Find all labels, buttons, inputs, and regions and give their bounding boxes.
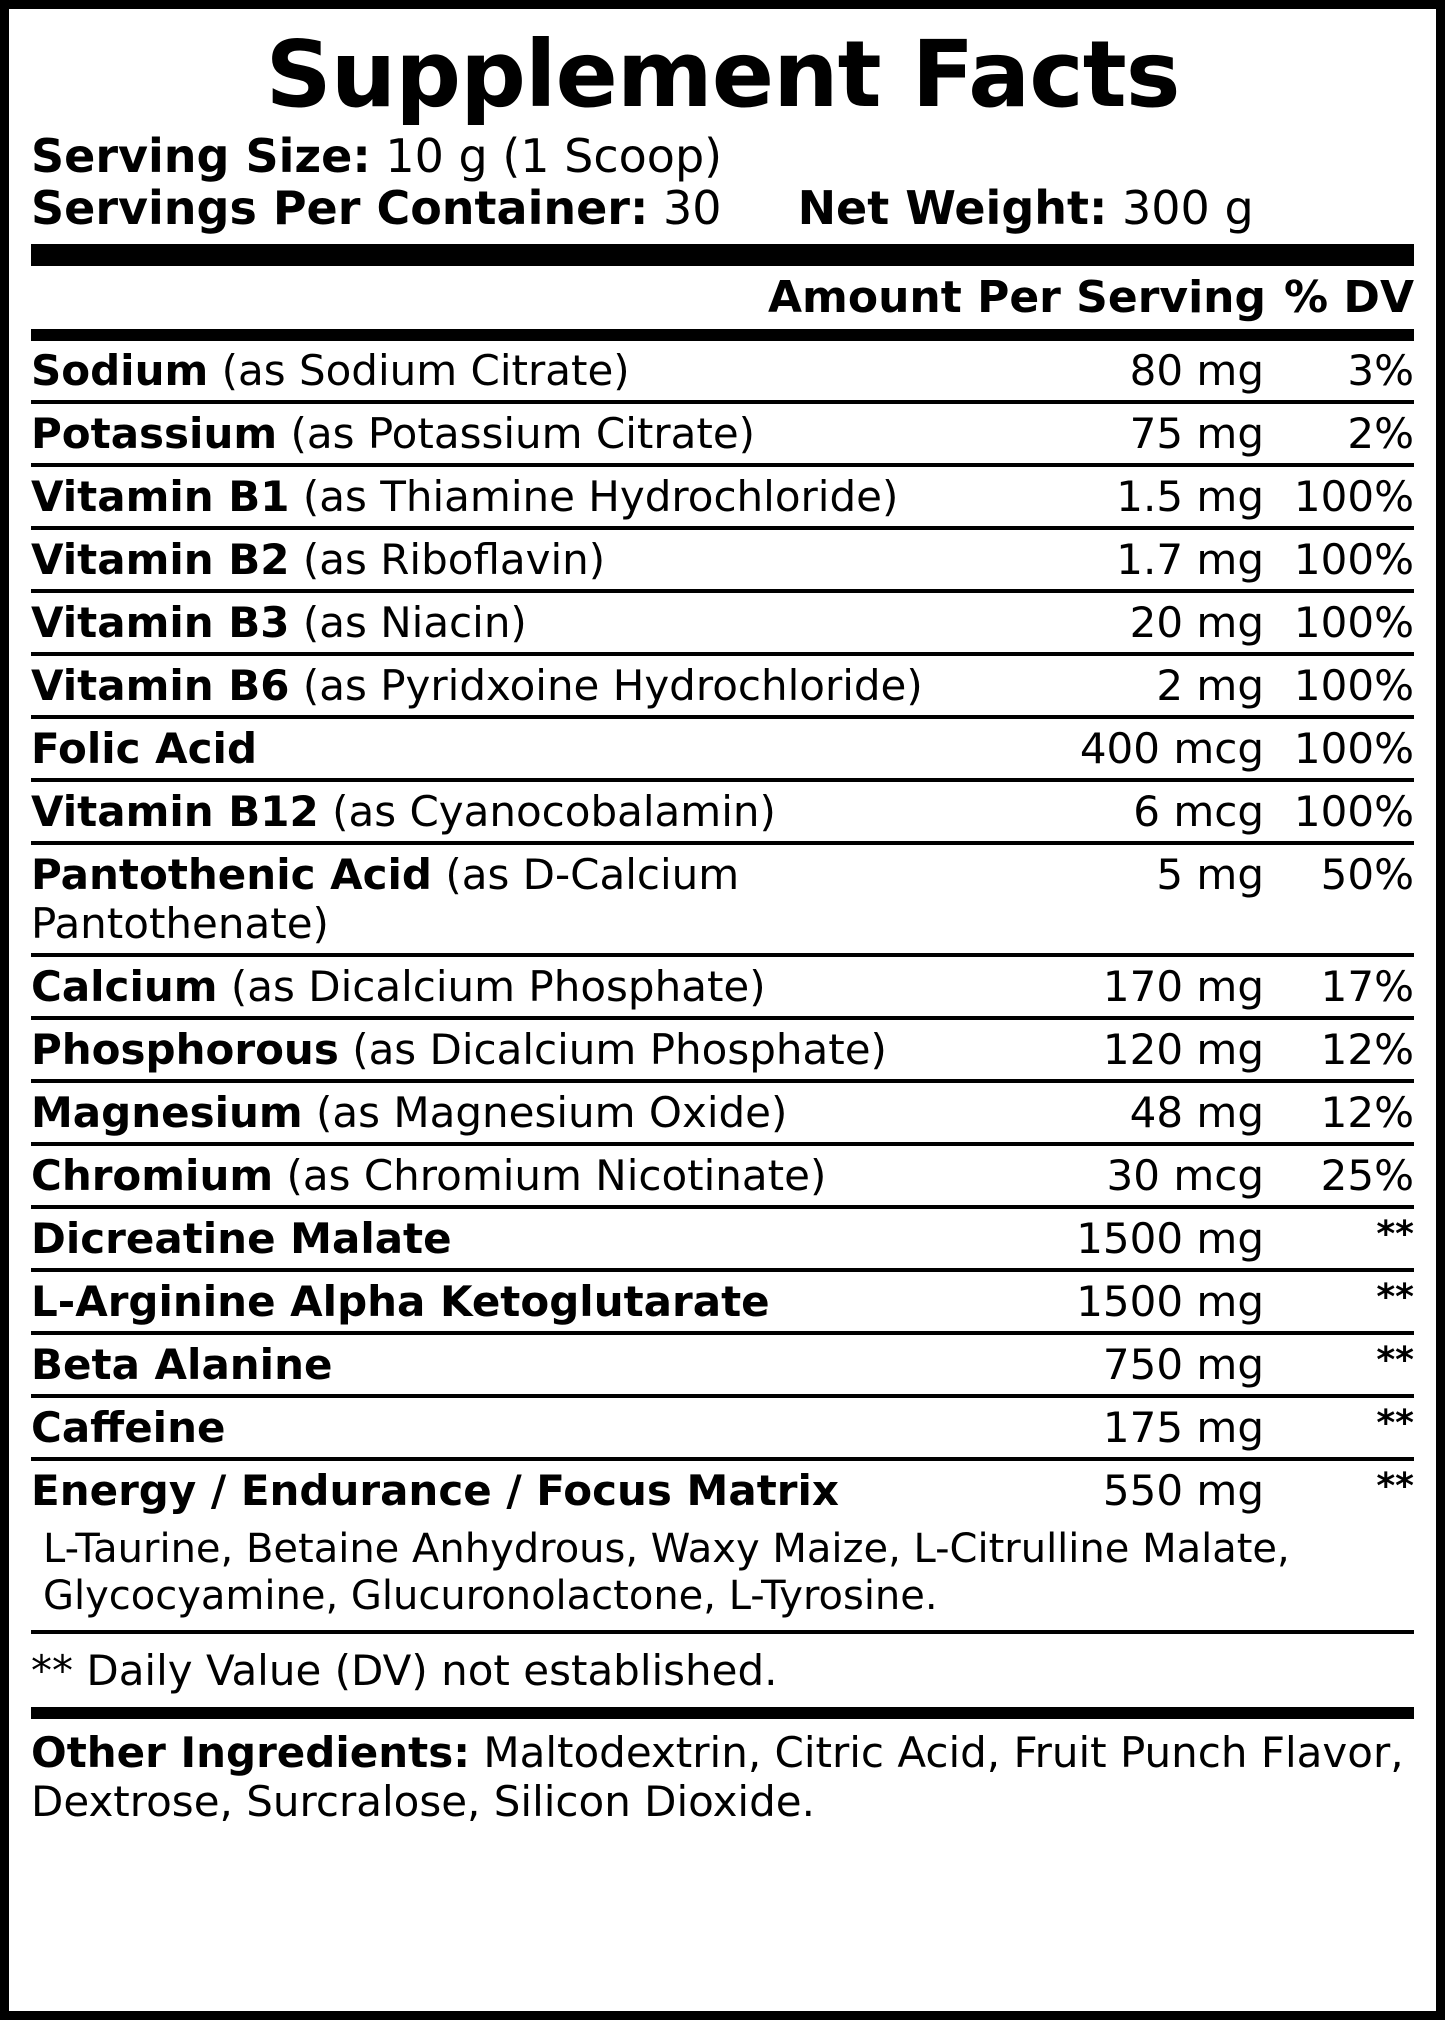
nutrient-dv: 25% — [1264, 1144, 1414, 1207]
nutrient-name: Phosphorous — [31, 1025, 339, 1075]
other-ingredients — [31, 1719, 1414, 1826]
table-row — [31, 402, 1414, 465]
table-row — [31, 780, 1414, 843]
nutrient-name: Folic Acid — [31, 724, 258, 774]
nutrient-amount: 550 mg — [1102, 1466, 1264, 1516]
matrix-ingredients: L-Taurine, Betaine Anhydrous, Waxy Maize, L-Citrulline Malate, Glycocyamine, Glucuronolactone, L-Tyrosine. — [31, 1520, 1414, 1634]
column-headers — [31, 266, 1414, 329]
nutrient-dv: 100% — [1264, 465, 1414, 528]
serving-size-value: 10 g (1 Scoop) — [385, 129, 723, 183]
nutrient-name: Dicreatine Malate — [31, 1214, 452, 1264]
nutrient-name: Calcium — [31, 962, 218, 1012]
net-weight-value: 300 g — [1122, 180, 1254, 235]
nutrient-source: (as Dicalcium Phosphate) — [230, 962, 766, 1012]
divider-medium — [31, 329, 1414, 341]
table-row — [31, 1081, 1414, 1144]
nutrient-name: Sodium — [31, 346, 209, 396]
nutrient-amount: 48 mg — [994, 1081, 1264, 1144]
nutrient-amount: 175 mg — [994, 1396, 1264, 1459]
nutrient-dv: 100% — [1264, 780, 1414, 843]
nutrient-name: L-Arginine Alpha Ketoglutarate — [31, 1277, 770, 1327]
table-row — [31, 1459, 1414, 1520]
nutrient-amount: 5 mg — [994, 843, 1264, 955]
nutrient-source: (as Riboflavin) — [302, 535, 606, 585]
table-row — [31, 1270, 1414, 1333]
nutrient-dv: 100% — [1264, 591, 1414, 654]
table-row — [31, 341, 1414, 402]
nutrient-name: Caffeine — [31, 1403, 226, 1453]
nutrient-source: (as Cyanocobalamin) — [332, 787, 776, 837]
nutrient-source: (as Dicalcium Phosphate) — [352, 1025, 887, 1075]
dv-footnote: ** Daily Value (DV) not established. — [31, 1646, 778, 1696]
nutrient-dv: 12% — [1264, 1018, 1414, 1081]
header-amount-per-serving: Amount Per Serving — [767, 272, 1266, 324]
nutrient-source: (as Chromium Nicotinate) — [286, 1151, 827, 1201]
nutrient-amount: 1.5 mg — [994, 465, 1264, 528]
page-title: Supplement Facts — [265, 21, 1180, 128]
nutrient-source: (as D-Calcium Pantothenate) — [31, 850, 740, 949]
nutrient-name: Vitamin B1 — [31, 472, 290, 522]
nutrient-amount: 6 mcg — [994, 780, 1264, 843]
other-ingredients-value: Maltodextrin, Citric Acid, Fruit Punch Flavor, Dextrose, Surcralose, Silicon Dioxide. — [31, 1728, 1404, 1827]
table-row — [31, 1396, 1414, 1459]
table-row — [31, 843, 1414, 955]
nutrient-name: Potassium — [31, 409, 278, 459]
nutrient-name: Beta Alanine — [31, 1340, 333, 1390]
nutrient-source: (as Niacin) — [302, 598, 527, 648]
nutrient-amount: 170 mg — [994, 955, 1264, 1018]
table-row — [31, 1207, 1414, 1270]
table-row — [31, 1333, 1414, 1396]
divider-bottom — [31, 1707, 1414, 1719]
table-row — [31, 465, 1414, 528]
nutrient-dv: 100% — [1264, 654, 1414, 717]
table-row — [31, 528, 1414, 591]
nutrient-dv: 100% — [1264, 528, 1414, 591]
header-percent-dv: % DV — [1284, 272, 1414, 324]
nutrient-amount: 2 mg — [994, 654, 1264, 717]
table-row — [31, 591, 1414, 654]
nutrient-dv: 12% — [1264, 1081, 1414, 1144]
nutrient-dv: 2% — [1264, 402, 1414, 465]
nutrient-amount: 1500 mg — [994, 1270, 1264, 1333]
nutrient-amount: 30 mcg — [994, 1144, 1264, 1207]
nutrient-amount: 1500 mg — [994, 1207, 1264, 1270]
nutrient-amount: 80 mg — [994, 341, 1264, 402]
servings-per-container-label: Servings Per Container: — [31, 180, 649, 235]
nutrient-dv: 17% — [1264, 955, 1414, 1018]
other-ingredients-label: Other Ingredients: — [31, 1728, 471, 1778]
nutrient-name: Pantothenic Acid — [31, 850, 432, 900]
nutrient-name: Chromium — [31, 1151, 274, 1201]
nutrient-dv: ** — [1264, 1207, 1414, 1270]
nutrient-source: (as Sodium Citrate) — [221, 346, 630, 396]
nutrient-dv: ** — [1264, 1396, 1414, 1459]
nutrient-amount: 120 mg — [994, 1018, 1264, 1081]
nutrient-name: Energy / Endurance / Focus Matrix — [31, 1466, 839, 1516]
nutrient-dv: 3% — [1264, 341, 1414, 402]
nutrient-amount: 20 mg — [994, 591, 1264, 654]
servings-net-weight-line — [31, 180, 1414, 235]
nutrient-amount: 750 mg — [994, 1333, 1264, 1396]
nutrient-source: (as Potassium Citrate) — [290, 409, 756, 459]
nutrients-table — [31, 341, 1414, 1520]
net-weight-label: Net Weight: — [797, 180, 1108, 235]
nutrient-amount: 75 mg — [994, 402, 1264, 465]
nutrient-dv: ** — [1264, 1270, 1414, 1333]
table-row — [31, 1018, 1414, 1081]
table-row — [31, 717, 1414, 780]
nutrient-dv: ** — [1376, 1466, 1414, 1508]
nutrient-source: (as Pyridxoine Hydrochloride) — [302, 661, 923, 711]
servings-per-container-value: 30 — [663, 180, 722, 235]
nutrient-amount: 1.7 mg — [994, 528, 1264, 591]
nutrient-amount: 400 mcg — [994, 717, 1264, 780]
nutrient-source: (as Magnesium Oxide) — [316, 1088, 788, 1138]
table-row — [31, 955, 1414, 1018]
nutrient-dv: 50% — [1264, 843, 1414, 955]
nutrient-name: Magnesium — [31, 1088, 303, 1138]
nutrient-dv: ** — [1264, 1333, 1414, 1396]
nutrient-name: Vitamin B2 — [31, 535, 290, 585]
nutrient-source: (as Thiamine Hydrochloride) — [302, 472, 899, 522]
divider-thick-top — [31, 244, 1414, 266]
serving-size-line — [31, 131, 1414, 183]
nutrient-name: Vitamin B3 — [31, 598, 290, 648]
nutrient-name: Vitamin B12 — [31, 787, 319, 837]
table-row — [31, 1144, 1414, 1207]
nutrient-dv: 100% — [1264, 717, 1414, 780]
nutrient-name: Vitamin B6 — [31, 661, 290, 711]
serving-size-label: Serving Size: — [31, 129, 371, 183]
table-row — [31, 654, 1414, 717]
